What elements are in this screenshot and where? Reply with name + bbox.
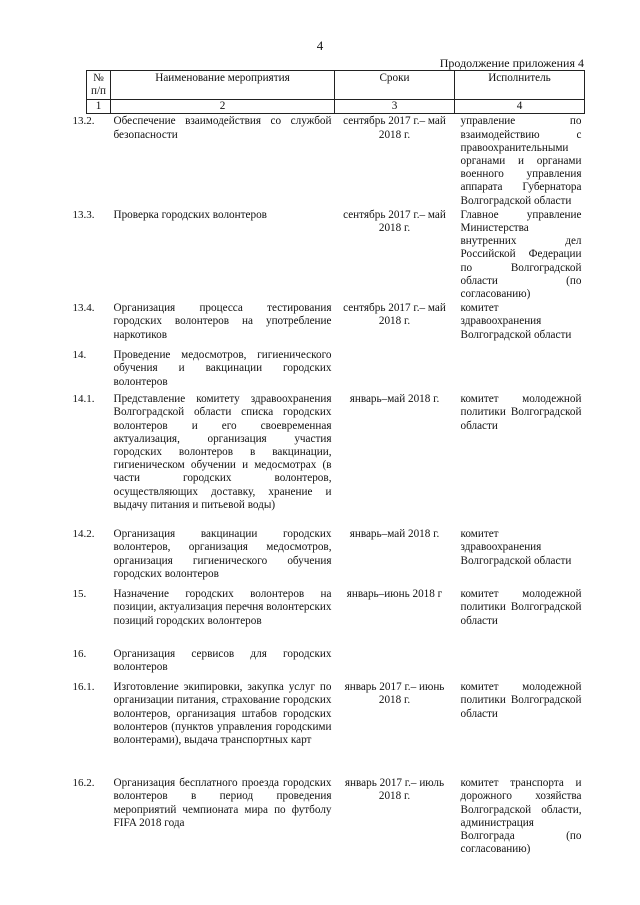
row-number: 16.1.: [72, 681, 95, 694]
event-term: [335, 647, 455, 680]
table-row: [87, 301, 585, 348]
header-index-3: 3: [335, 100, 455, 114]
event-term: январь–июнь 2018 г: [346, 588, 443, 601]
row-number: 13.2.: [72, 115, 95, 128]
row-number: 14.2.: [72, 528, 95, 541]
table-row: [87, 114, 585, 208]
row-number: 16.2.: [72, 777, 95, 790]
table-row: [87, 348, 585, 392]
event-term: сентябрь 2017 г.– май 2018 г.: [343, 302, 446, 328]
event-term: сентябрь 2017 г.– май 2018 г.: [343, 208, 446, 235]
event-term: январь–май 2018 г.: [349, 528, 440, 541]
event-name: Обеспечение взаимодействия со службой безопасности: [113, 115, 332, 141]
table-row: [87, 208, 585, 301]
event-executor: управление по взаимодействию с правоохранительными органами и органами военного управления аппарата Губернатора Волгоградской области: [460, 115, 582, 207]
row-number: 13.3.: [72, 208, 95, 221]
event-name: Назначение городских волонтеров на позиции, актуализация перечня волонтерских позиций городских волонтеров: [113, 588, 332, 627]
events-table: [72, 70, 585, 856]
event-name: Организация вакцинации городских волонтеров, организация медосмотров, организация гигиенического обучения городских волонтеров: [113, 528, 332, 580]
table-row: [87, 776, 585, 856]
table-header: [87, 71, 585, 114]
appendix-continuation-label: Продолжение приложения 4: [439, 56, 584, 70]
header-index-1: 1: [87, 100, 111, 114]
header-term: Сроки: [335, 71, 455, 100]
event-executor: Главное управление Министерства внутренних дел Российской Федерации по Волгоградской области (по согласованию): [460, 208, 582, 301]
row-number: 13.4.: [72, 302, 95, 315]
table-row: [87, 680, 585, 776]
event-name: Организация бесплатного проезда городских волонтеров в период проведения мероприятий чемпионата мира по футболу FIFA 2018 года: [113, 777, 332, 829]
event-executor: комитет транспорта и дорожного хозяйства Волгоградской области, администрация Волгограда (по согласованию): [460, 777, 582, 856]
event-name: Представление комитету здравоохранения Волгоградской области списка городских волонтеров и его своевременная актуализация, организация участия городских волонтеров в вакцинации, гигиеническом обучении и медосмотрах (в части городских волонтеров, осуществляющих доставку, хранение и выдачу питания и питьевой воды): [113, 393, 332, 511]
row-number: 14.1.: [72, 393, 95, 406]
table-row: [87, 527, 585, 587]
event-executor: [455, 647, 585, 680]
row-number: 15.: [72, 588, 87, 601]
event-executor: комитет здравоохранения Волгоградской области: [460, 528, 572, 567]
event-name: Проверка городских волонтеров: [113, 208, 267, 221]
event-name: Проведение медосмотров, гигиенического обучения и вакцинации городских волонтеров: [113, 349, 332, 388]
event-name: Организация процесса тестирования городских волонтеров на употребление наркотиков: [113, 302, 332, 341]
table-row: [87, 392, 585, 527]
header-num: № п/п: [87, 71, 111, 100]
event-name: Организация сервисов для городских волонтеров: [113, 648, 332, 674]
header-index-4: 4: [455, 100, 585, 114]
header-name: Наименование мероприятия: [111, 71, 335, 100]
event-executor: комитет молодежной политики Волгоградской области: [460, 681, 582, 720]
page-number: 4: [316, 38, 324, 53]
row-number: 14.: [72, 349, 87, 362]
event-executor: [455, 348, 585, 392]
table-row: [87, 647, 585, 680]
event-term: [335, 348, 455, 392]
event-name: Изготовление экипировки, закупка услуг по организации питания, страхование городских волонтеров, организация штабов городских волонтеров (пунктов управления городскими волонтерами), выдача транспортных карт: [113, 681, 332, 747]
event-executor: комитет молодежной политики Волгоградской области: [460, 393, 582, 432]
event-term: январь 2017 г.– июль 2018 г.: [344, 777, 445, 803]
event-term: сентябрь 2017 г.– май 2018 г.: [343, 115, 446, 141]
row-number: 16.: [72, 648, 87, 661]
header-exec: Исполнитель: [455, 71, 585, 100]
event-executor: комитет молодежной политики Волгоградской области: [460, 588, 582, 627]
event-term: январь–май 2018 г.: [349, 393, 440, 406]
event-term: январь 2017 г.– июнь 2018 г.: [344, 681, 445, 707]
header-index-2: 2: [111, 100, 335, 114]
table-row: [87, 587, 585, 647]
event-executor: комитет здравоохранения Волгоградской области: [460, 302, 572, 341]
